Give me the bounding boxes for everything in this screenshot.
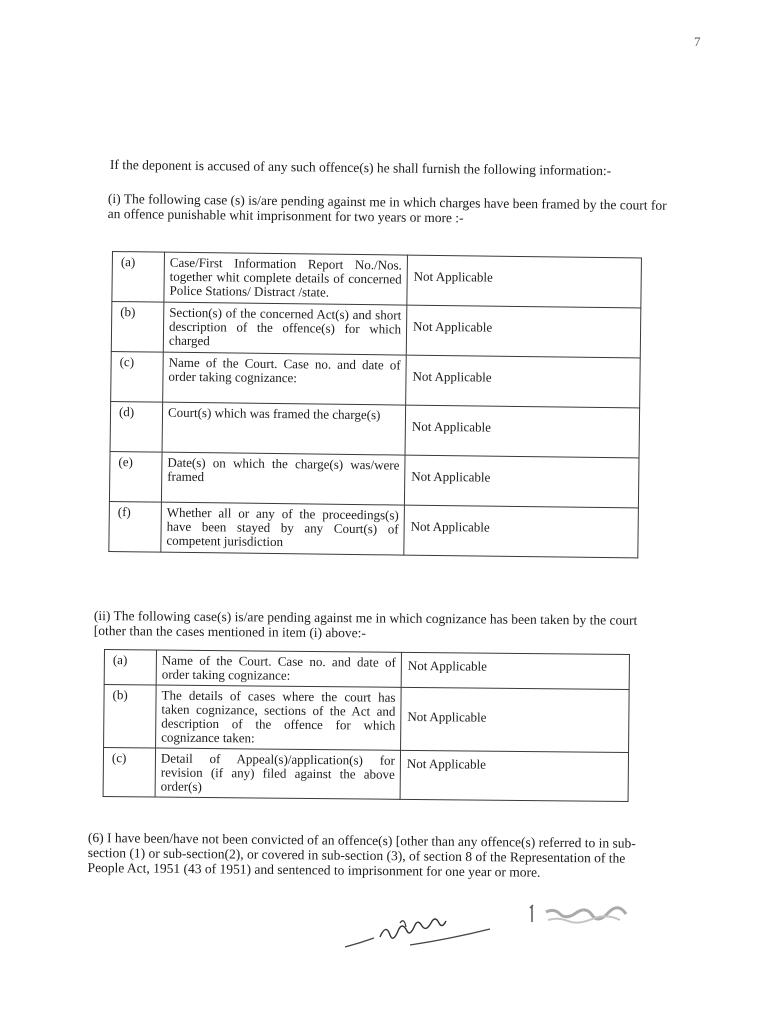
row-description: Name of the Court. Case no. and date of order taking cognizance: bbox=[156, 650, 401, 687]
faded-stamp bbox=[528, 900, 638, 928]
conviction-statement: (6) I have been/have not been convicted of an offence(s) [other than any offence(s) referred to in sub-section (1) or sub-section(2), or covered in sub-section (3), of section 8 of the Representation of the People Act, 1951 (43 of 1951) and sentenced to imprisonment for one year or more. bbox=[87, 830, 636, 880]
row-label: (b) bbox=[111, 302, 164, 353]
page-number: 7 bbox=[694, 34, 701, 49]
row-label: (a) bbox=[112, 252, 165, 303]
row-description: Detail of Appeal(s)/application(s) for revision (if any) filed against the above order(s) bbox=[155, 748, 400, 799]
row-answer: Not Applicable bbox=[401, 687, 630, 752]
table-row bbox=[109, 501, 639, 557]
pending-charges-table bbox=[108, 251, 642, 558]
row-answer: Not Applicable bbox=[406, 355, 641, 408]
section-1-heading: (i) The following case (s) is/are pending against me in which charges have been framed by the court for an offence punishable whit imprisonment for two years or more :- bbox=[107, 191, 667, 226]
row-description: Name of the Court. Case no. and date of order taking cognizance: bbox=[163, 352, 407, 405]
table-row bbox=[111, 302, 641, 358]
row-label: (d) bbox=[110, 401, 163, 452]
row-description: Case/First Information Report No./Nos. together whit complete details of concerned Police Stations/ Distract /state. bbox=[164, 252, 408, 305]
row-answer: Not Applicable bbox=[406, 305, 641, 358]
intro-text: If the deponent is accused of any such offence(s) he shall furnish the following information:- bbox=[109, 157, 612, 179]
table-row bbox=[104, 650, 629, 690]
table-row bbox=[110, 401, 640, 457]
cognizance-table bbox=[103, 649, 630, 802]
table-row bbox=[104, 685, 630, 753]
row-label: (c) bbox=[103, 748, 155, 797]
row-answer: Not Applicable bbox=[401, 652, 629, 689]
row-answer: Not Applicable bbox=[405, 405, 640, 458]
row-answer: Not Applicable bbox=[404, 505, 639, 558]
row-label: (a) bbox=[104, 650, 156, 685]
row-answer: Not Applicable bbox=[400, 750, 628, 801]
row-answer: Not Applicable bbox=[407, 255, 642, 308]
row-description: Court(s) which was framed the charge(s) bbox=[162, 402, 406, 455]
table-row bbox=[111, 351, 641, 407]
row-label: (f) bbox=[109, 501, 162, 552]
row-description: Whether all or any of the proceedings(s) have been stayed by any Court(s) of competent jurisdiction bbox=[161, 502, 405, 555]
row-description: Section(s) of the concerned Act(s) and short description of the offence(s) for which charged bbox=[163, 302, 407, 355]
row-description: Date(s) on which the charge(s) was/were framed bbox=[161, 452, 405, 505]
row-label: (b) bbox=[104, 685, 157, 748]
row-answer: Not Applicable bbox=[404, 455, 639, 508]
table-row bbox=[103, 748, 628, 802]
row-description: The details of cases where the court has taken cognizance, sections of the Act and description of the offence for which cognizance taken: bbox=[156, 685, 402, 750]
section-2-heading: (ii) The following case(s) is/are pending against me in which cognizance has been taken by the court [other than the cases mentioned in item (i) above:- bbox=[93, 608, 638, 641]
row-label: (c) bbox=[111, 351, 164, 402]
table-row bbox=[112, 252, 642, 308]
handwritten-signature bbox=[340, 905, 510, 955]
table-row bbox=[109, 451, 639, 507]
row-label: (e) bbox=[109, 451, 162, 502]
